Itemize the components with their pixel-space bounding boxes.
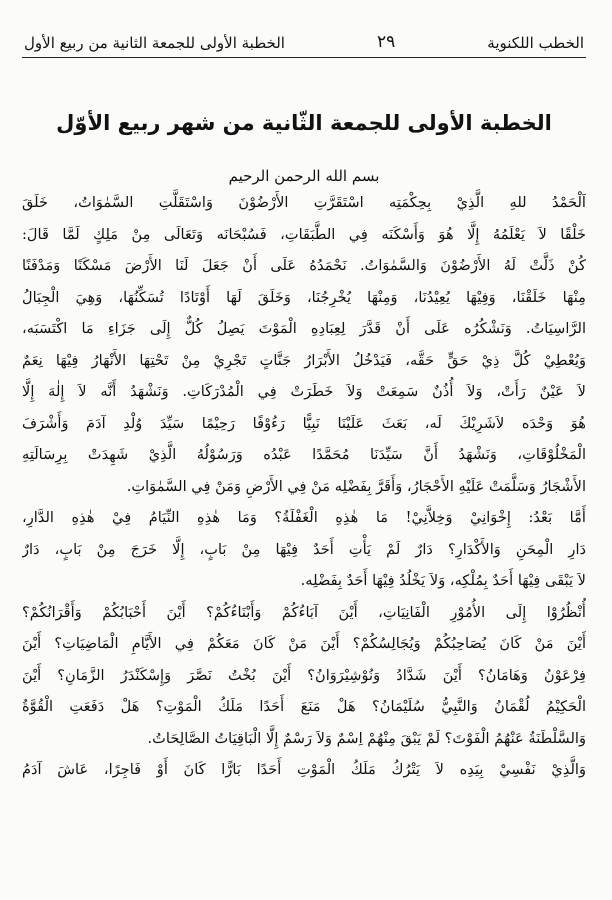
text-line: خَلْقًا لاَ يَعْلَمُهُ إِلَّا هُوَ وَأَسْكَنَه فِي الطَّبَقَاتِ، فَسُبْحَانَه وَتَعَالَى مِنْ مَلِكٍ لَمَّا قَالَ: [22, 225, 586, 243]
text-line: كُنْ ذَلَّتْ لَهُ الأَرْضُوْنَ وَالسَّمٰوَاتُ. نَحْمَدُهُ عَلَى أَنْ جَعَلَ لَنَا الأَرْضَ مَسْكَنًا وَمَدْفَنًا [22, 257, 586, 274]
text-line: فِرْعَوْنُ وَهَامَانُ؟ أَيْنَ شَدَّادُ وَنُوْشِيْرَوَانُ؟ أَيْنَ بُخْتُ نَصَّرَ وَإِسْكَنْدَرُ الزَّمَانِ؟ أَيْنَ [22, 666, 586, 684]
text-line: أَمَّا بَعْدُ: إِخْوَانِيْ وَخِلاَّنِيْ! مَا هٰذِهِ الْغَفْلَةُ؟ وَمَا هٰذِهِ النِّيَامُ فِيْ هٰذِهِ الدَّارِ، [22, 509, 586, 526]
text-line: وَالَّذِيْ نَفْسِيْ بِيَدِه لاَ يَتْرُكُ مَلَكُ الْمَوْتِ أَحَدًا بَارًّا كَانَ أَوْ فَاجِرًا، عَاشَ آدَمُ [22, 761, 586, 778]
text-line: دَارِ الْمِحَنِ وَالأَكْدَارِ؟ دَارٌ لَمْ يَأْتِ أَحَدٌ فِيْهَا مِنْ بَابٍ، إِلَّا خَرَجَ مِنْ بَابٍ، دَارٌ [22, 540, 586, 558]
text-line: هُوَ وَحْدَه لاَشَرِيْكَ لَه، بَعَثَ عَلَيْنَا نَبِيًّا رَءُوْفًا رَحِيْمًا سَيِّدَ وُلْدِ آدَمَ وَأَشْرَفَ [22, 414, 586, 432]
paragraph-oath [22, 754, 586, 786]
text-line: أَيْنَ مَنْ كَانَ يُصَاحِبُكُمْ وَيُجَالِسُكُمْ؟ أَيْنَ مَنْ كَانَ مَعَكُمْ فِي الأَيَّامِ الْمَاضِيَاتِ؟ أَيْنَ [22, 635, 586, 652]
text-line: الأَشْجَارُ وَسَلَّمَتْ عَلَيْهِ الأَحْجَارُ، وَأَقَرَّ بِفَضْلِه مَنْ فِي الأَرْضِ وَمَنْ فِي السَّمٰوَاتِ. [126, 477, 586, 495]
text-line: وَيُعْطِيْ كُلَّ ذِيْ حَقٍّ حَقَّه، فَيَدْخُلُ الأَبْرَارُ جَنَّاتٍ تَجْرِيْ مِنْ تَحْتِهَا الأَنْهَارُ فِيْهَا نِعَمٌ [22, 351, 586, 369]
text-line: اَلْحَمْدُ للهِ الَّذِيْ بِحِكْمَتِه اسْتَقَرَّتِ الأَرْضُوْنَ وَاسْتَقَلَّتِ السَّمٰوَاتُ، خَلَقَ [22, 194, 586, 211]
page-number: ٢٩ [376, 32, 396, 52]
running-header [22, 0, 586, 58]
chapter-title: الخطبة الأولى للجمعة الثّانية من شهر ربيع الأوّل [56, 111, 552, 135]
text-line: لاَ يَبْقَى فِيْهَا أَحَدٌ بِمُلْكِه، وَلاَ يَخْلُدُ فِيْهَا أَحَدٌ بِفَضْلِه. [300, 572, 586, 589]
header-section-title: الخطبة الأولى للجمعة الثانية من ربيع الأول [24, 34, 285, 52]
paragraph-reflection [22, 597, 586, 755]
text-line: مِنْهَا خَلَقْنَا، وَفِيْهَا يُعِيْدُنَا، وَمِنْهَا يُخْرِجُنَا، وَخَلَقَ لَهَا أَوْتَادًا تُسَكِّنُهَا، وَهِيَ الْجِبَالُ [22, 288, 586, 306]
sermon-body [22, 187, 586, 786]
text-line: لاَ عَيْنٌ رَأَتْ، وَلاَ أُذُنٌ سَمِعَتْ وَلاَ خَطَرَتْ فِي الْمُدْرَكَاتِ. وَنَشْهَدُ أَنَّه لاَ إِلٰهَ إِلَّا [22, 383, 586, 400]
paragraph-amma-bad [22, 502, 586, 597]
text-line: الرَّاسِيَاتُ. وَنَشْكُرُه عَلَى أَنْ قَدَّرَ لِعِبَادِهِ الْمَوْتَ يَصِلُ كُلٌّ إِلَى جَزَاءِ مَا اكْتَسَبَه، [22, 320, 586, 337]
header-book-title: الخطب اللكنوية [487, 34, 584, 52]
text-line: أُنْظُرُوْا إِلَى الأُمُوْرِ الْفَانِيَاتِ، أَيْنَ آبَاءُكُمْ وَأَبْنَاءُكُمْ؟ أَيْنَ أَحْبَابُكُمْ وَأَقْرَانُكُمْ؟ [22, 603, 586, 621]
text-line: الْمَخْلُوْقَاتِ، وَنَشْهَدُ أَنَّ سَيِّدَنَا مُحَمَّدًا عَبْدُه وَرَسُوْلُهُ الَّذِيْ شَهِدَتْ بِرِسَالَتِهِ [22, 446, 586, 463]
paragraph-praise [22, 187, 586, 502]
text-line: وَالسَّلْطَنَةُ عَنْهُمُ الْفَوْتَ؟ لَمْ يَبْقَ مِنْهُمْ اِسْمٌ وَلاَ رَسْمٌ إِلَّا الْبَاقِيَاتُ الصَّالِحَاتُ. [147, 729, 586, 747]
text-line: الْحَكِيْمُ لُقْمَانُ وَالنَّبِيُّ سُلَيْمَانُ؟ هَلْ مَنَعَ أَحَدًا مَلَكُ الْمَوْتِ؟ هَلْ دَفَعَتِ الْقُوَّةُ [22, 698, 586, 715]
basmala: بسم الله الرحمن الرحيم [228, 167, 380, 185]
